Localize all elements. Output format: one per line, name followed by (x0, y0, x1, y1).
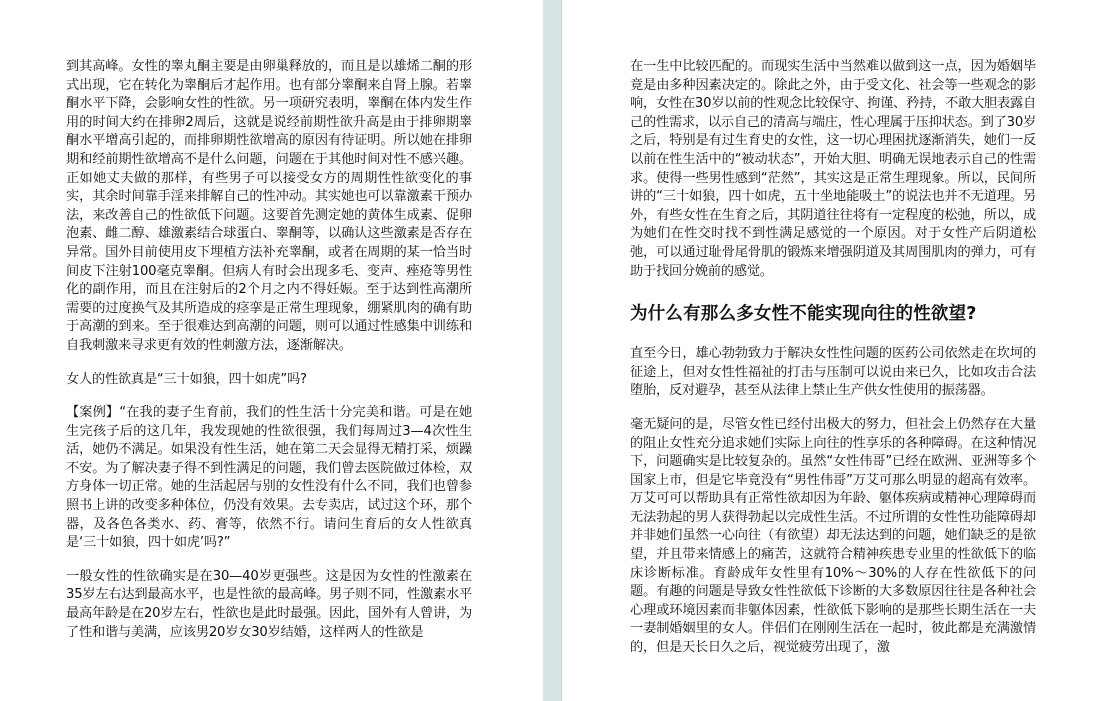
section-heading: 为什么有那么多女性不能实现向往的性欲望? (630, 304, 977, 325)
left-paragraph-1: 到其高峰。女性的睾丸酮主要是由卵巢释放的，而且是以雄烯二酮的形式出现，它在转化为睾酮后才起作用。也有部分睾酮来自肾上腺。若睾酮水平下降，会影响女性的性欲。另一项研究表明，睾酮在体内发生作用的时间大约在排卵2周后，这就是说经前期性欲升高是由于排卵期睾酮水平增高引起的，而排卵期性欲增高的原因有待证明。所以她在排卵期和经前期性欲增高不是什么问题，问题在于其他时间对性不感兴趣。正如她丈夫做的那样，有些男子可以接受女方的周期性性欲变化的事实，其余时间靠手淫来排解自己的性冲动。其实她也可以靠激素干预办法，来改善自己的性欲低下问题。这要首先测定她的黄体生成素、促卵泡素、雌二醇、雄激素结合球蛋白、睾酮等，以确认这些激素是否存在异常。国外目前使用皮下埋植方法补充睾酮，或者在周期的某一恰当时间皮下注射100毫克睾酮。但病人有时会出现多毛、变声、痤疮等男性化的副作用，而且在注射后的2个月之内不得妊娠。至于达到性高潮所需要的过度换气及其所造成的痉挛是正常生理现象，绷紧肌肉的确有助于高潮的到来。至于很难达到高潮的问题，则可以通过性感集中训练和自我刺激来寻求更有效的性刺激方法，逐渐解决。 (66, 59, 472, 353)
right-page (561, 0, 1109, 701)
left-paragraph-3: 【案例】“在我的妻子生育前，我们的性生活十分完美和谐。可是在她生完孩子后的这几年，我发现她的性欲很强，我们每周过3—4次性生活，她仍不满足。如果没有性生活，她在第二天会显得无精打采，烦躁不安。为了解决妻子得不到性满足的问题，我们曾去医院做过体检，双方身体一切正常。她的生活起居与别的女性没有什么不同，我们也曾参照书上讲的改变多种体位，仍没有效果。去专卖店，试过这个环，那个器，及各色各类水、药、膏等，依然不行。请问生育后的女人性欲真是‘三十如狼，四十如虎’吗?” (66, 405, 472, 551)
left-paragraph-4: 一般女性的性欲确实是在30—40岁更强些。这是因为女性的性激素在35岁左右达到最高水平，也是性欲的最高峰。男子则不同，性激素水平最高年龄是在20岁左右，性欲也是此时最强。因此，国外有人曾讲，为了性和谐与美满，应该男20岁女30岁结婚，这样两人的性欲是 (66, 568, 473, 640)
right-paragraph-1: 直至今日，雄心勃勃致力于解决女性性问题的医药公司依然走在坎坷的征途上，但对女性性福祉的打击与压制可以说由来已久，比如攻击合法堕胎，反对避孕，甚至从法律上禁止生产供女性使用的振荡器。 (630, 346, 1036, 399)
right-text-column (630, 58, 1036, 673)
left-page (0, 0, 543, 701)
right-paragraph-2: 毫无疑问的是，尽管女性已经付出极大的努力，但社会上仍然存在大量的阻止女性充分追求她们实际上向往的性享乐的各种障碍。在这种情况下，问题确实是比较复杂的。虽然“女性伟哥”已经在欧洲、亚洲等多个国家上市，但是它毕竟没有“男性伟哥”万艾可那么明显的超高有效率。万艾可可以帮助具有正常性欲却因为年龄、躯体疾病或精神心理障碍而无法勃起的男人获得勃起以完成性生活。不过所谓的女性性功能障碍却并非她们虽然一心向往（有欲望）却无法达到的问题，她们缺乏的是欲望，并且带来情感上的痛苦，这就符合精神疾患专业里的性欲低下的临床诊断标准。育龄成年女性里有10%～30%的人存在性欲低下的问题。有趣的问题是导致女性性欲低下诊断的大多数原因往往是各种社会心理或环境因素而非躯体因素，性欲低下影响的是那些长期生活在一夫一妻制婚姻里的女人。伴侣们在刚刚生活在一起时，彼此都是充满激情的，但是天长日久之后，视觉疲劳出现了，激 (630, 416, 1036, 656)
right-intro-paragraph: 在一生中比较匹配的。而现实生活中当然难以做到这一点，因为婚姻毕竟是由多种因素决定的。除此之外，由于受文化、社会等一些观念的影响，女性在30岁以前的性观念比较保守、拘谨、矜持，不敢大胆表露自己的性需求，以示自己的清高与端庄，性心理属于压抑状态。到了30岁之后，特别是有过生育史的女性，这一切心理困扰逐渐消失，她们一反以前在性生活中的“被动状态”，开始大胆、明确无误地表示自己的性需求。使得一些男性感到“茫然”，其实这是正常生理现象。所以，民间所讲的“三十如狼，四十如虎，五十坐地能吸土”的说法也并不无道理。另外，有些女性在生育之后，其阴道往往将有一定程度的松弛，所以，成为她们在性交时找不到性满足感觉的一个原因。对于女性产后阴道松弛，可以通过耻骨尾骨肌的锻炼来增强阴道及其周围肌肉的弹力，可有助于找回分娩前的感觉。 (630, 59, 1037, 279)
left-paragraph-2: 女人的性欲真是“三十如狼，四十如虎”吗? (66, 371, 307, 387)
left-text-column (66, 58, 472, 657)
